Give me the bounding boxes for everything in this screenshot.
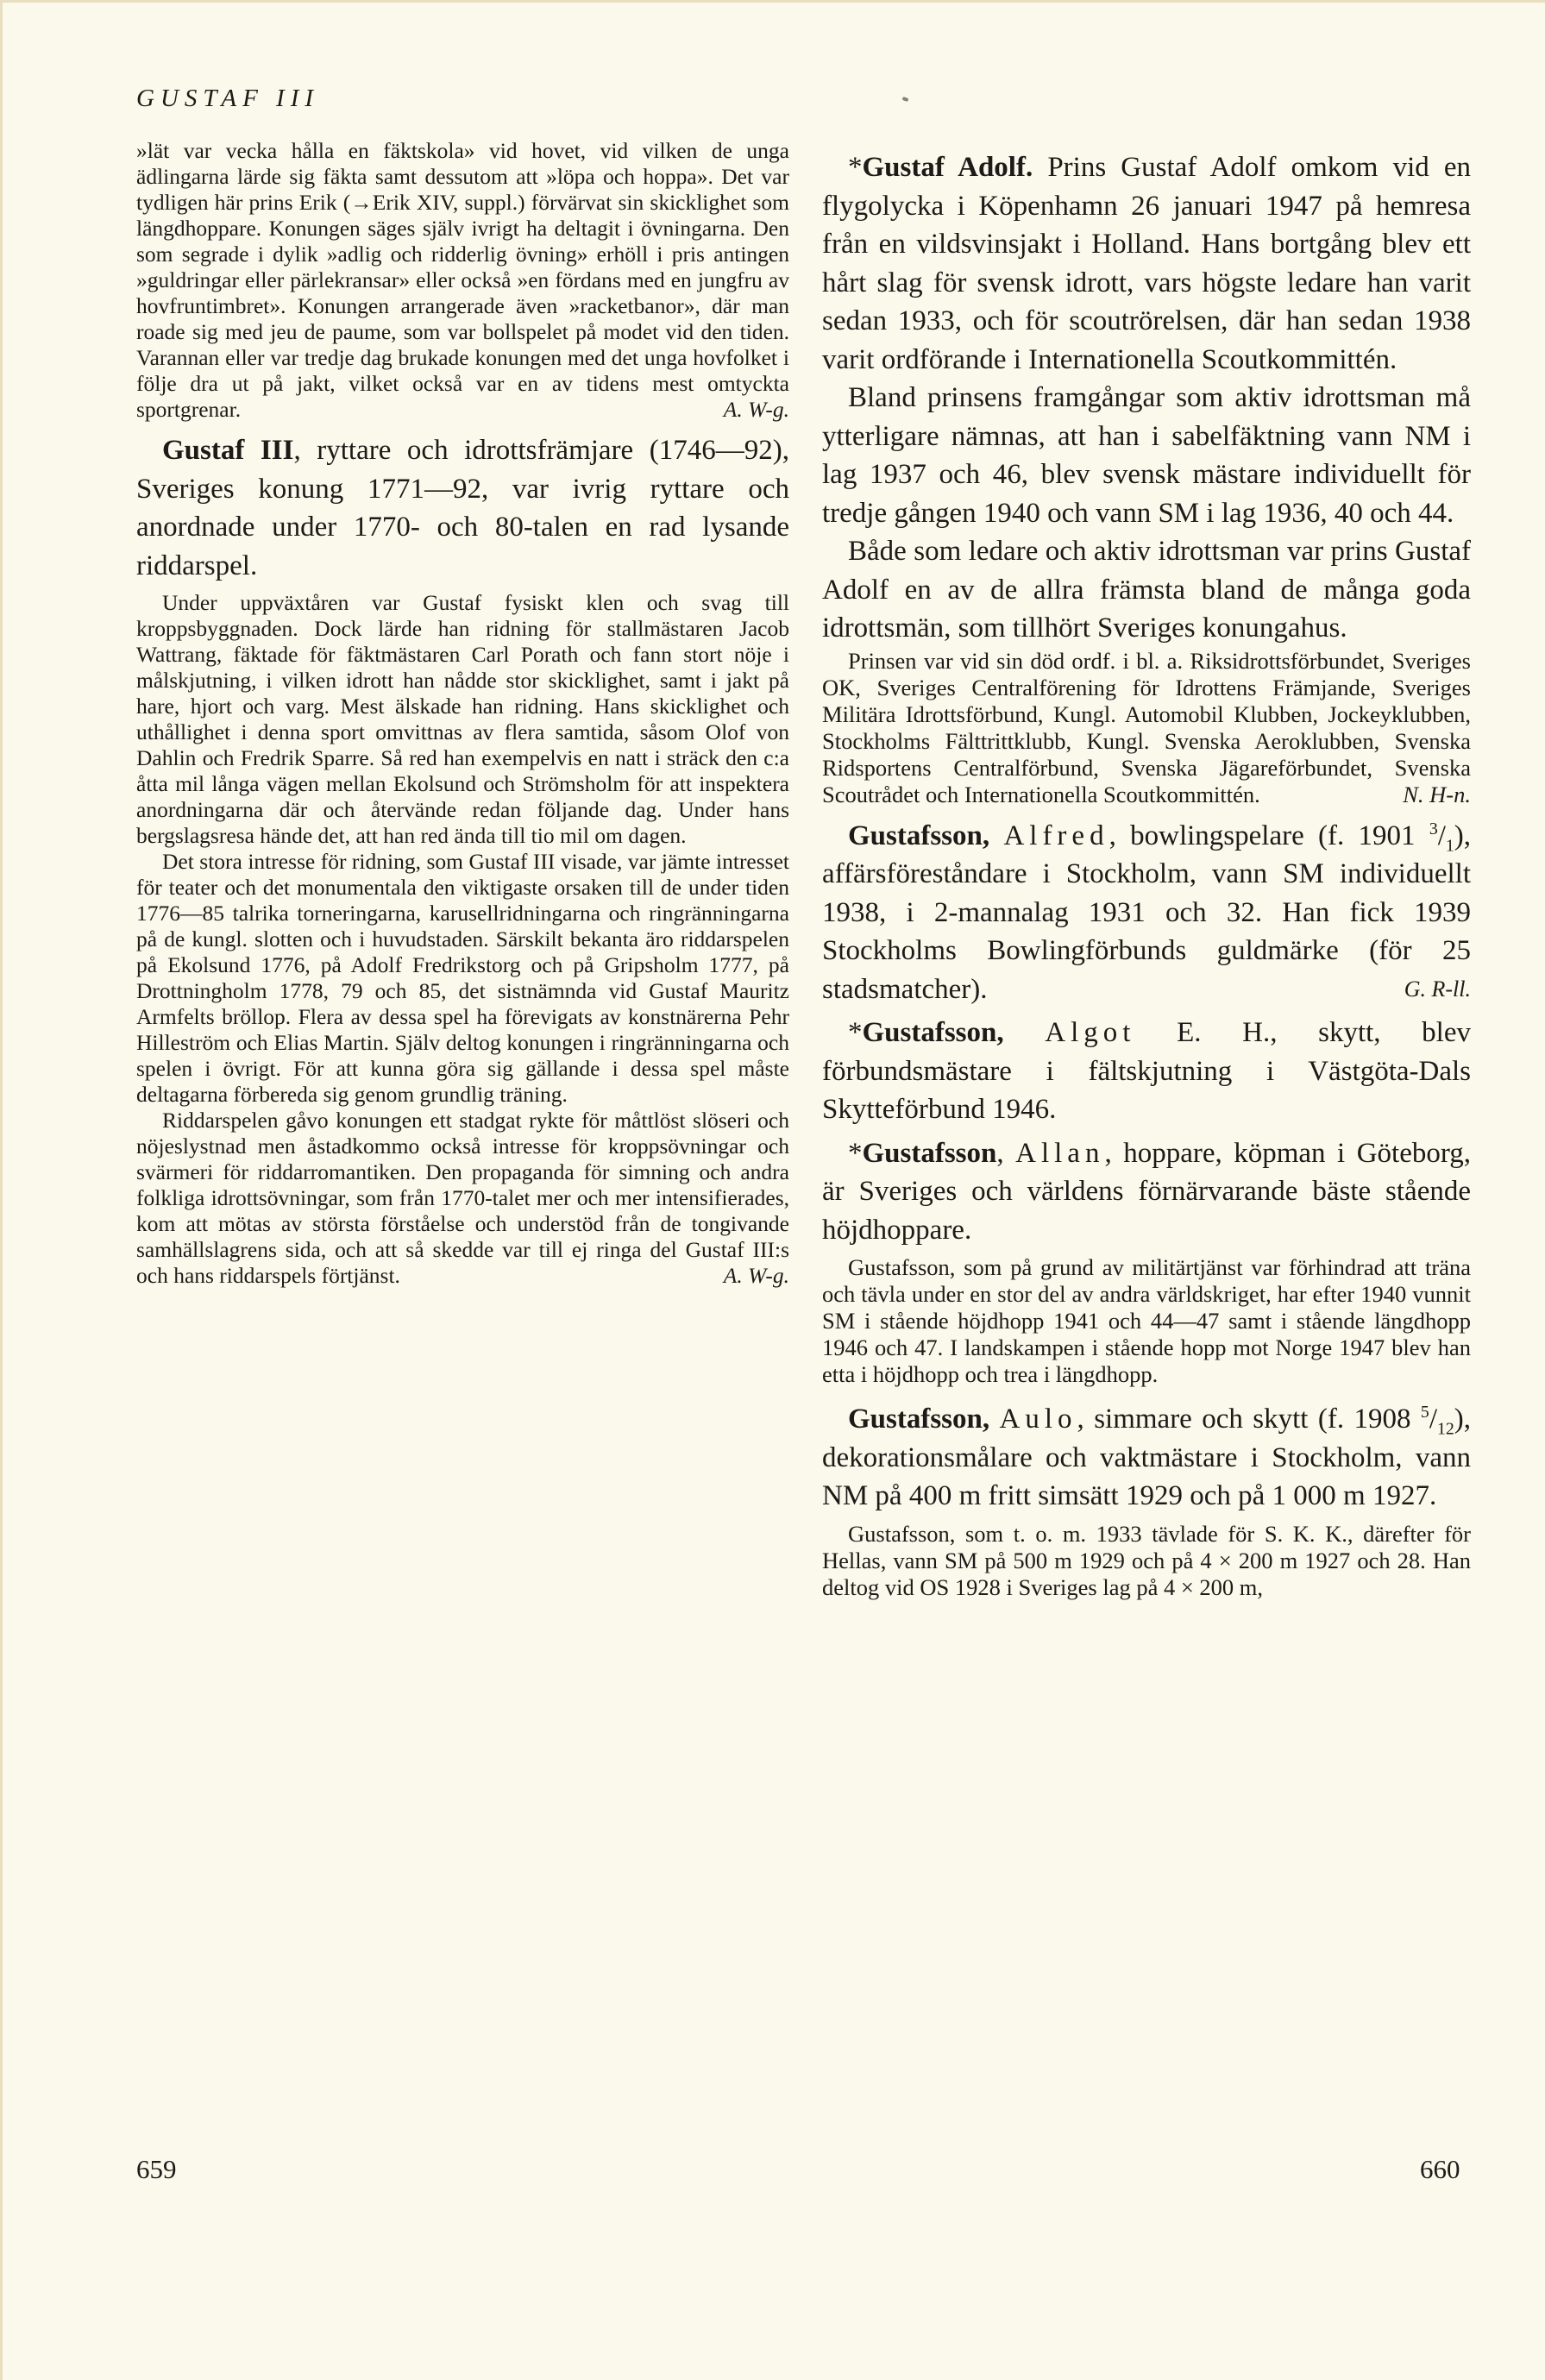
headword: Gustafsson, <box>862 1017 1004 1048</box>
page-number-left: 659 <box>136 2154 177 2184</box>
headword: Gustafsson <box>862 1137 997 1169</box>
entry-gustaf-adolf-lead <box>822 148 1471 379</box>
given-name: Aulo <box>999 1404 1077 1435</box>
entry-algot <box>822 1014 1471 1129</box>
date-month: 12 <box>1436 1419 1454 1439</box>
entry-allan: *Gustafsson, Allan, hoppare, köpman i Göteborg, är Sveriges och världens förnärvarande bäste stående höjdhoppare. <box>822 1137 1472 1246</box>
entry-paragraph-final <box>136 1108 789 1289</box>
entry-small-text: Prinsen var vid sin död ordf. i bl. a. Riksidrottsförbundet, Sveriges OK, Sveriges Centralförening för Idrottens Främjande, Sveriges Militära Idrottsförbund, Kungl. Automobil Klubben, Jockeyklubben, Stockholms Fälttrittklubb, Kungl. Svenska Aeroklubben, Svenska Ridsportens Centralförbund, Svenska Jägareförbundet, Svenska Scoutrådet och Internationella Scoutkommittén. <box>822 647 1471 807</box>
new-entry-marker: * <box>848 1137 863 1169</box>
given-name: Alfred <box>1003 819 1109 851</box>
new-entry-marker: * <box>848 152 863 183</box>
entry-lead-text: ), dekorationsmålare och vaktmästare i Stockholm, vann NM på 400 m fritt simsätt 1929 och på 1 000 m 1927. <box>822 1404 1472 1511</box>
entry-lead-text: E. H., skytt, blev förbundsmästare i fältskjutning i Västgöta-Dals Skytteförbund 1946. <box>822 1017 1471 1125</box>
signature: N. H-n. <box>1403 781 1471 807</box>
given-name: Allan <box>1015 1137 1105 1169</box>
headword: Gustafsson, <box>848 819 990 851</box>
entry-gustaf-iii-lead <box>136 431 789 585</box>
running-head: GUSTAF III <box>136 85 320 112</box>
entry-aulo: Gustafsson, Aulo, simmare och skytt (f. 1908 $^5/_{12}$), dekorationsmålare och vaktmästare i Stockholm, vann NM på 400 m fritt simsätt 1929 och på 1 000 m 1927. <box>822 1403 1472 1511</box>
entry-lead-text: , hoppare, köpman i Göteborg, är Sveriges och världens förnärvarande bäste stående höjdhoppare. <box>822 1137 1472 1246</box>
entry-lead-text: ), affärsföreståndare i Stockholm, vann SM individuellt 1938, i 2-mannalag 1931 och 32. Han fick 1939 Stockholms Bowlingförbunds guldmärke (för 25 stadsmatcher). <box>822 819 1472 1005</box>
entry-lead-text: Prins Gustaf Adolf omkom vid en flygolycka i Köpenhamn 26 januari 1947 på hemresa från en vildsvinsjakt i Holland. Hans bortgång blev ett hårt slag för svensk idrott, vars högste ledare han varit sedan 1933, och för scoutrörelsen, där han sedan 1938 varit ordförande i Internationella Scoutkommittén. <box>822 152 1471 375</box>
signature: A. W-g. <box>723 397 789 422</box>
left-column <box>136 138 789 1289</box>
paper-speck <box>902 97 909 102</box>
signature: G. R-ll. <box>1404 976 1471 1002</box>
entry-small-paragraph: Gustafsson, som på grund av militärtjänst var förhindrad att träna och tävla under en stor del av andra världskriget, har efter 1940 vunnit SM i stående höjdhopp 1941 och 44—47 samt i stående längdhopp 1946 och 47. I landskampen i stående hopp mot Norge 1947 blev han etta i höjdhopp och trea i längdhopp. <box>822 1254 1471 1387</box>
entry-paragraph: Det stora intresse för ridning, som Gustaf III visade, var jämte intresset för teater och det monumentala den viktigaste orsaken till de under tiden 1776—85 talrika torneringarna, karusellridningarna och ringränningarna på de kungl. slotten och i huvudstaden. Särskilt bekanta äro riddarspelen på Ekolsund 1776, på Adolf Fredrikstorg och på Gripsholm 1777, på Drottningholm 1778, 79 och 85, det sistnämnda vid Gustaf Mauritz Armfelts bröllop. Flera av dessa spel ha förevigats av konstnärerna Pehr Hilleström och Elias Martin. Själv deltog konungen i ringränningarna och spelen i övrigt. För att kunna göra sig gällande i dessa spel måste deltagarna förbereda sig genom grundlig träning. <box>136 849 789 1107</box>
headword: Gustaf Adolf. <box>862 152 1033 183</box>
entry-small-paragraph <box>822 648 1471 808</box>
entry-paragraph: Både som ledare och aktiv idrottsman var prins Gustaf Adolf en av de allra främsta bland de många goda idrottsmän, som tillhört Sveriges konungahus. <box>822 536 1471 644</box>
entry-lead-text: , ryttare och idrottsfrämjare (1746—92), Sveriges konung 1771—92, var ivrig ryttare och anordnade under 1770- och 80-talen en rad lysande riddarspel. <box>136 435 789 581</box>
entry-alfred: Gustafsson, Alfred, bowlingspelare (f. 1901 $^3/_1$), affärsföreståndare i Stockholm, vann SM individuellt 1938, i 2-mannalag 1931 och 32. Han fick 1939 Stockholms Bowlingförbunds guldmärke (för 25 stadsmatcher). G. R-ll. <box>822 817 1471 1009</box>
page-number-right: 660 <box>1420 2154 1460 2184</box>
date-day: 5 <box>1420 1403 1429 1422</box>
entry-small-paragraph: Gustafsson, som t. o. m. 1933 tävlade för S. K. K., därefter för Hellas, vann SM på 500 m 1929 och på 4 × 200 m 1927 och 28. Han deltog vid OS 1928 i Sveriges lag på 4 × 200 m, <box>822 1520 1471 1600</box>
date-month: 1 <box>1445 836 1454 856</box>
entry-paragraph: Bland prinsens framgångar som aktiv idrottsman må ytterligare nämnas, att han i sabelfäktning vann NM i lag 1937 och 46, blev svensk mästare individuellt för tredje gången 1940 och vann SM i lag 1936, 40 och 44. <box>822 382 1471 529</box>
entry-paragraph: Under uppväxtåren var Gustaf fysiskt klen och svag till kroppsbyggnaden. Dock lärde han ridning för stallmästaren Jacob Wattrang, fäktade för fäktmästaren Carl Porath och fann stort nöje i målskjutning, i vilken idrott han nådde stor skicklighet, samt i jakt på hare, hjort och varg. Mest älskade han ridning. Hans skicklighet och uthållighet i denna sport omvittnas av flera samtida, såsom Olof von Dahlin och Fredrik Sparre. Så red han exempelvis en natt i sträck den c:a åtta mil långa vägen mellan Ekolsund och Strömsholm för att inspektera anordningarna där och återvände redan följande dag. Under hans bergslagsresa hände det, att han red ända till tio mil om dagen. <box>136 590 789 848</box>
signature: A. W-g. <box>723 1263 789 1288</box>
continuation-paragraph <box>136 138 789 423</box>
new-entry-marker: * <box>848 1017 863 1048</box>
entry-lead-text: , bowlingspelare (f. 1901 <box>1109 819 1429 851</box>
headword: Gustaf III <box>162 435 294 466</box>
continuation-text: »lät var vecka hålla en fäktskola» vid hovet, vid vilken de unga ädlingarna lärde sig fäkta samt dessutom att »löpa och hoppa». Det var tydligen här prins Erik (→Erik XIV, suppl.) förvärvat sin skicklighet som längdhoppare. Konungen säges själv ivrigt ha deltagit i övningarna. Den som segrade i dylik »adlig och ridderlig övning» erhöll i pris antingen »guldringar eller pärlekransar» eller också »en fördans med en jungfru av hovfruntimbret». Konungen arrangerade även »racketbanor», där man roade sig med jeu de paume, som var bollspelet på modet vid den tiden. Varannan eller var tredje dag brukade konungen med det unga hovfolket i följe dra ut på jakt, vilket också var en av tidens mest omtyckta sportgrenar. <box>136 138 789 422</box>
headword: Gustafsson, <box>848 1404 990 1435</box>
entry-paragraph-text: Riddarspelen gåvo konungen ett stadgat rykte för måttlöst slöseri och nöjeslystnad men åstadkommo också intresse för kroppsövningar och svärmeri för riddarromantiken. Den propaganda för simning och andra folkliga idrottsövningar, som från 1770-talet mer och mer intensifierades, kom att mötas av största förståelse och understöd från de tongivande samhällslagrens sida, och att så skedde var till ej ringa del Gustaf III:s och hans riddarspels förtjänst. <box>136 1108 789 1288</box>
right-column <box>822 148 1471 1601</box>
given-name: Algot <box>1045 1017 1136 1048</box>
entry-lead-text: , simmare och skytt (f. 1908 <box>1077 1404 1421 1435</box>
date-day: 3 <box>1429 819 1438 838</box>
